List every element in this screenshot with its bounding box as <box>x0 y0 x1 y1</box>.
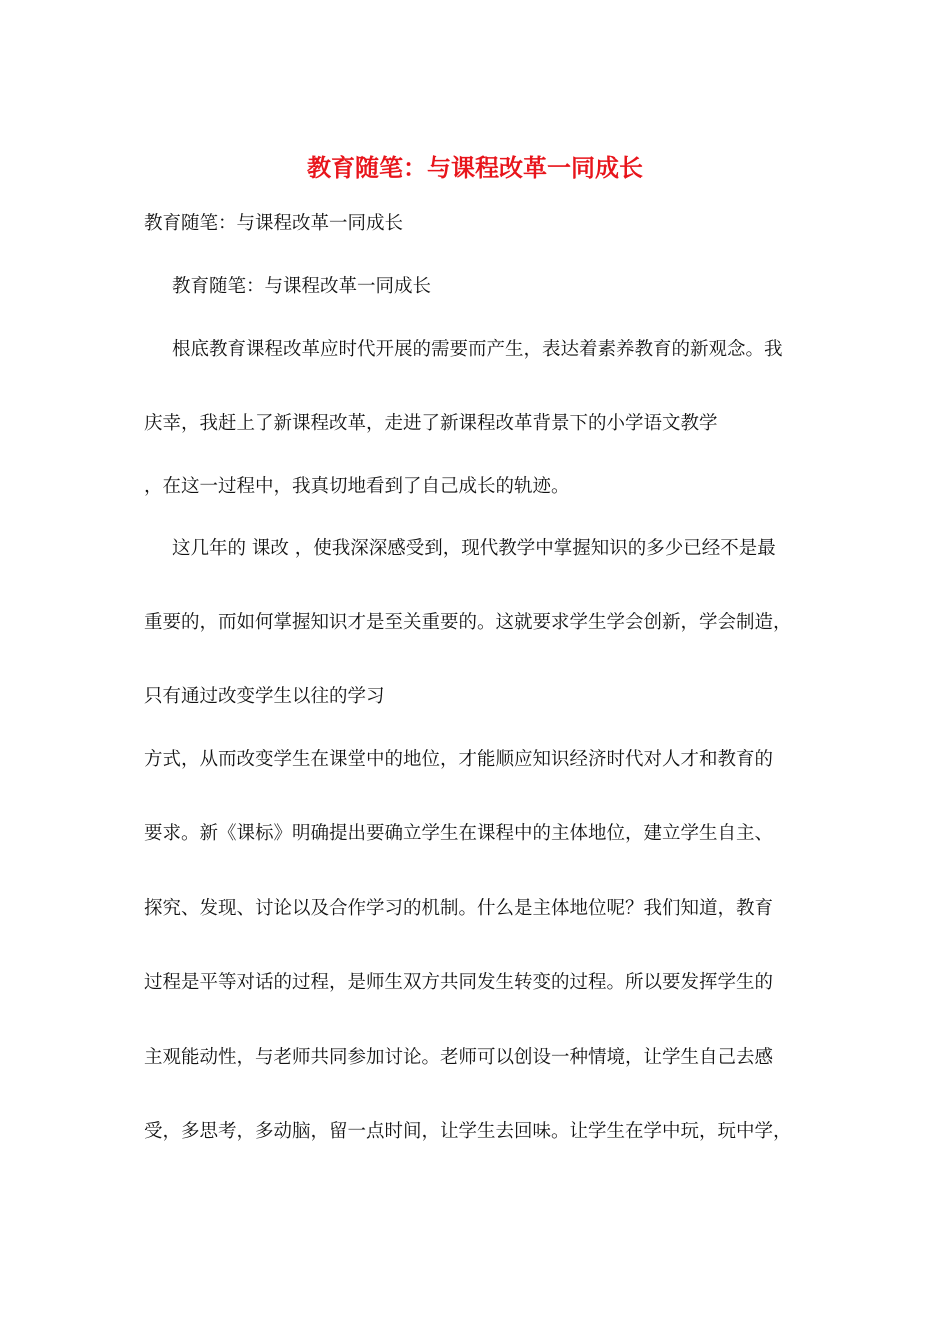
body-line: 探究、发现、讨论以及合作学习的机制。什么是主体地位呢？我们知道，教育 <box>144 898 774 919</box>
body-line: 这几年的 课改 ，使我深深感受到，现代教学中掌握知识的多少已经不是最 <box>172 538 776 559</box>
subtitle-line: 教育随笔：与课程改革一同成长 <box>144 213 404 234</box>
document-title: 教育随笔：与课程改革一同成长 <box>307 153 643 182</box>
subtitle-line-indented: 教育随笔：与课程改革一同成长 <box>172 276 432 297</box>
body-line: 方式，从而改变学生在课堂中的地位，才能顺应知识经济时代对人才和教育的 <box>144 749 774 770</box>
body-line: 重要的，而如何掌握知识才是至关重要的。这就要求学生学会创新，学会制造， <box>144 612 792 633</box>
body-line: 根底教育课程改革应时代开展的需要而产生，表达着素养教育的新观念。我 <box>172 339 783 360</box>
body-line: 只有通过改变学生以往的学习 <box>144 686 385 707</box>
body-line: ，在这一过程中，我真切地看到了自己成长的轨迹。 <box>144 476 570 497</box>
body-line: 要求。新《课标》明确提出要确立学生在课程中的主体地位，建立学生自主、 <box>144 823 774 844</box>
body-line: 受，多思考，多动脑，留一点时间，让学生去回味。让学生在学中玩，玩中学， <box>144 1121 792 1142</box>
body-line: 庆幸，我赶上了新课程改革，走进了新课程改革背景下的小学语文教学 <box>144 413 718 434</box>
body-line: 过程是平等对话的过程，是师生双方共同发生转变的过程。所以要发挥学生的 <box>144 972 774 993</box>
body-line: 主观能动性，与老师共同参加讨论。老师可以创设一种情境，让学生自己去感 <box>144 1047 774 1068</box>
